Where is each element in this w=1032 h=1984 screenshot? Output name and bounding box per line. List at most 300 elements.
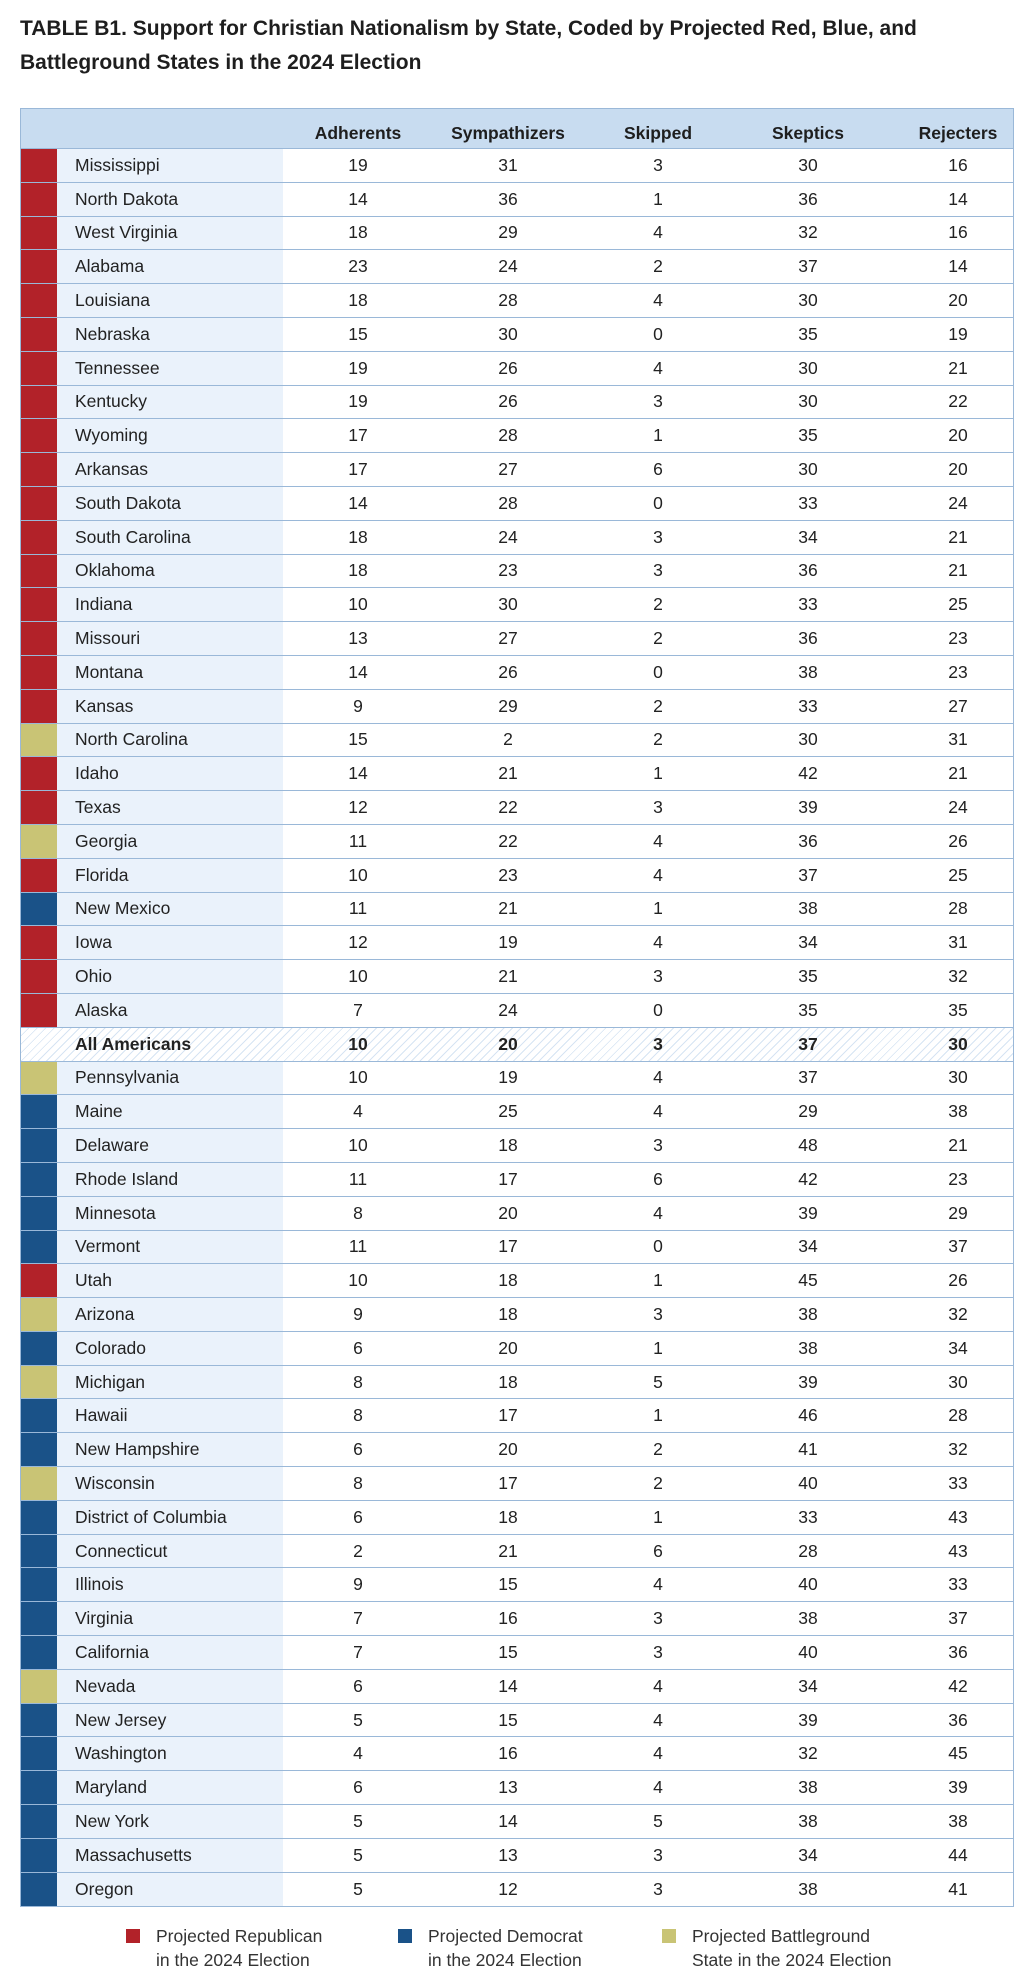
state-name: Nebraska <box>57 318 283 351</box>
party-swatch-icon <box>21 1163 57 1196</box>
table-cell: 5 <box>353 1879 363 1900</box>
table-cell: 39 <box>798 797 818 818</box>
table-cell: 28 <box>498 290 518 311</box>
table-row <box>21 1873 1013 1907</box>
table-cell: 37 <box>798 1067 818 1088</box>
state-name: Ohio <box>57 960 283 993</box>
table-cell: 29 <box>498 695 518 716</box>
table-cell: 22 <box>498 830 518 851</box>
table-cell: 27 <box>498 459 518 480</box>
table-body <box>21 149 1013 1906</box>
state-name: South Dakota <box>57 487 283 520</box>
party-swatch-icon <box>21 1737 57 1770</box>
table-cell: 39 <box>948 1777 968 1798</box>
table-cell: 1 <box>653 188 663 209</box>
table-cell: 1 <box>653 1337 663 1358</box>
party-swatch-icon <box>21 1467 57 1500</box>
state-name: Kansas <box>57 690 283 723</box>
state-name: Oregon <box>57 1873 283 1907</box>
table-cell: 4 <box>653 1777 663 1798</box>
state-name: Arizona <box>57 1298 283 1331</box>
table-cell: 27 <box>948 695 968 716</box>
table-cell: 18 <box>498 1303 518 1324</box>
table-cell: 34 <box>798 1675 818 1696</box>
party-swatch-icon <box>21 1231 57 1264</box>
table-cell: 5 <box>353 1844 363 1865</box>
party-swatch-icon <box>21 1771 57 1804</box>
table-cell: 43 <box>948 1540 968 1561</box>
table-cell: 15 <box>348 323 368 344</box>
party-swatch-icon <box>21 656 57 689</box>
table-cell: 38 <box>798 898 818 919</box>
table-cell: 25 <box>948 864 968 885</box>
legend-item-democrat <box>398 1924 583 1972</box>
state-name: Alabama <box>57 250 283 283</box>
table-row <box>21 1264 1013 1298</box>
party-swatch-icon <box>21 1062 57 1095</box>
table-cell: 1 <box>653 763 663 784</box>
table-cell: 24 <box>948 797 968 818</box>
table-cell: 35 <box>798 425 818 446</box>
table-cell: 26 <box>498 391 518 412</box>
party-swatch-icon <box>21 1399 57 1432</box>
table-row <box>21 183 1013 217</box>
table-row <box>21 825 1013 859</box>
table-cell: 38 <box>948 1101 968 1122</box>
table-cell: 24 <box>498 526 518 547</box>
table-cell: 28 <box>948 898 968 919</box>
party-swatch-icon <box>21 1805 57 1838</box>
table-cell: 4 <box>653 357 663 378</box>
state-name: Rhode Island <box>57 1163 283 1196</box>
party-swatch-icon <box>21 386 57 419</box>
table-cell: 21 <box>498 966 518 987</box>
table-cell: 14 <box>348 188 368 209</box>
table-row <box>21 1433 1013 1467</box>
table-cell: 37 <box>948 1608 968 1629</box>
table-cell: 37 <box>798 1033 818 1054</box>
state-name: Alaska <box>57 994 283 1027</box>
table-cell: 23 <box>948 661 968 682</box>
table-cell: 24 <box>948 492 968 513</box>
table-cell: 3 <box>653 1608 663 1629</box>
party-swatch-icon <box>21 1366 57 1399</box>
table-cell: 3 <box>653 1135 663 1155</box>
table-title: TABLE B1. Support for Christian Nationalism by State, Coded by Projected Red, Blue, and Battleground States in the 2024 Election <box>20 17 917 74</box>
legend-label <box>156 1924 322 1972</box>
table-cell: 4 <box>653 1202 663 1223</box>
party-swatch-icon <box>21 149 57 182</box>
table-cell: 32 <box>798 1743 818 1764</box>
state-name: Illinois <box>57 1568 283 1601</box>
table-cell: 19 <box>348 357 368 378</box>
table-cell: 11 <box>348 1168 368 1189</box>
table-row <box>21 1737 1013 1771</box>
table-cell: 32 <box>948 966 968 987</box>
table-cell: 30 <box>798 391 818 412</box>
legend <box>0 1924 1032 1974</box>
party-swatch-icon <box>21 555 57 588</box>
party-swatch-icon <box>21 487 57 520</box>
state-name: North Dakota <box>57 183 283 216</box>
table-cell: 38 <box>798 1303 818 1324</box>
table-row <box>21 1771 1013 1805</box>
table-cell: 37 <box>798 864 818 885</box>
state-name: Tennessee <box>57 352 283 385</box>
table-cell: 35 <box>798 999 818 1020</box>
table-cell: 4 <box>653 864 663 885</box>
column-header: Sympathizers <box>451 123 565 143</box>
table-cell: 28 <box>498 425 518 446</box>
state-name: District of Columbia <box>57 1501 283 1534</box>
party-swatch-icon <box>21 1873 57 1907</box>
table-cell: 19 <box>348 391 368 412</box>
table-cell: 9 <box>353 1303 363 1324</box>
party-swatch-icon <box>21 419 57 452</box>
table-cell: 48 <box>798 1135 818 1155</box>
table-cell: 39 <box>798 1371 818 1392</box>
table-cell: 3 <box>653 1303 663 1324</box>
table-cell: 18 <box>348 526 368 547</box>
table-cell: 23 <box>498 864 518 885</box>
party-swatch-icon <box>21 1602 57 1635</box>
table-cell: 33 <box>948 1574 968 1595</box>
table-cell: 32 <box>798 222 818 243</box>
party-swatch-icon <box>21 217 57 250</box>
party-swatch-icon <box>21 1636 57 1669</box>
state-name: New Jersey <box>57 1704 283 1737</box>
battleground-swatch-icon <box>662 1929 676 1943</box>
legend-label <box>428 1924 583 1972</box>
table-cell: 4 <box>653 830 663 851</box>
legend-label-line: Projected Battleground <box>692 1926 871 1946</box>
table-cell: 25 <box>948 594 968 615</box>
table-cell: 31 <box>498 154 518 175</box>
table-cell: 0 <box>653 492 663 513</box>
table-row <box>21 555 1013 589</box>
table-cell: 30 <box>798 459 818 480</box>
state-name: Colorado <box>57 1332 283 1365</box>
table-cell: 18 <box>348 560 368 581</box>
state-name: All Americans <box>75 1033 192 1054</box>
table-cell: 21 <box>948 763 968 784</box>
table-cell: 15 <box>498 1641 518 1662</box>
table-row <box>21 284 1013 318</box>
table-row <box>21 859 1013 893</box>
table-cell: 20 <box>498 1439 518 1460</box>
table-row <box>21 1805 1013 1839</box>
state-name: West Virginia <box>57 217 283 250</box>
table-row <box>21 1636 1013 1670</box>
table-cell: 21 <box>948 560 968 581</box>
table-cell: 7 <box>353 999 363 1020</box>
table-row <box>21 149 1013 183</box>
table-row <box>21 1568 1013 1602</box>
table-cell: 34 <box>798 1844 818 1865</box>
legend-item-battleground <box>662 1924 891 1972</box>
party-swatch-icon <box>21 1568 57 1601</box>
party-swatch-icon <box>21 1839 57 1872</box>
column-header: Skipped <box>623 123 693 143</box>
table-cell: 2 <box>353 1540 363 1561</box>
data-table <box>20 108 1014 1907</box>
table-cell: 2 <box>653 594 663 615</box>
table-cell: 16 <box>948 222 968 243</box>
state-name: Pennsylvania <box>57 1062 283 1095</box>
table-cell: 5 <box>353 1810 363 1831</box>
table-cell: 22 <box>498 797 518 818</box>
table-row <box>21 1535 1013 1569</box>
table-cell: 38 <box>798 1337 818 1358</box>
table-row <box>21 419 1013 453</box>
table-cell: 36 <box>798 830 818 851</box>
table-row <box>21 1670 1013 1704</box>
democrat-swatch-icon <box>398 1929 412 1943</box>
table-cell: 2 <box>653 1472 663 1493</box>
table-cell: 14 <box>498 1675 518 1696</box>
table-cell: 26 <box>948 830 968 851</box>
state-name: Connecticut <box>57 1535 283 1568</box>
party-swatch-icon <box>21 318 57 351</box>
table-cell: 15 <box>498 1709 518 1730</box>
table-row <box>21 656 1013 690</box>
table-cell: 7 <box>353 1641 363 1662</box>
state-name: Wyoming <box>57 419 283 452</box>
table-cell: 16 <box>498 1743 518 1764</box>
table-cell: 33 <box>798 1506 818 1527</box>
table-row <box>21 386 1013 420</box>
state-name: Arkansas <box>57 453 283 486</box>
table-row <box>21 217 1013 251</box>
legend-item-republican <box>126 1924 322 1972</box>
table-row-total <box>21 1028 1013 1062</box>
party-swatch-icon <box>21 1197 57 1230</box>
table-row <box>21 453 1013 487</box>
table-row <box>21 960 1013 994</box>
table-cell: 20 <box>498 1202 518 1223</box>
party-swatch-icon <box>21 825 57 858</box>
table-cell: 17 <box>498 1236 518 1257</box>
table-cell: 38 <box>798 1810 818 1831</box>
party-swatch-icon <box>21 1535 57 1568</box>
table-cell: 11 <box>348 898 368 919</box>
table-cell: 40 <box>798 1574 818 1595</box>
table-cell: 17 <box>348 425 368 446</box>
table-cell: 42 <box>798 1168 818 1189</box>
table-cell: 19 <box>498 1067 518 1088</box>
table-cell: 2 <box>653 256 663 277</box>
table-row <box>21 1839 1013 1873</box>
table-row <box>21 521 1013 555</box>
party-swatch-icon <box>21 926 57 959</box>
party-swatch-icon <box>21 284 57 317</box>
table-cell: 0 <box>653 999 663 1020</box>
table-cell: 3 <box>653 1641 663 1662</box>
table-cell: 18 <box>498 1371 518 1392</box>
table-cell: 8 <box>353 1371 363 1392</box>
header-spacer <box>21 109 57 148</box>
table-cell: 12 <box>498 1879 518 1900</box>
table-cell: 15 <box>498 1574 518 1595</box>
state-name: New Hampshire <box>57 1433 283 1466</box>
party-swatch-icon <box>21 622 57 655</box>
state-name: North Carolina <box>57 724 283 757</box>
table-row <box>21 791 1013 825</box>
table-cell: 20 <box>498 1337 518 1358</box>
table-cell: 2 <box>653 695 663 716</box>
table-cell: 1 <box>653 898 663 919</box>
table-cell: 14 <box>498 1810 518 1831</box>
table-cell: 28 <box>498 492 518 513</box>
table-cell: 45 <box>948 1743 968 1764</box>
legend-label-line: Projected Democrat <box>428 1926 583 1946</box>
party-swatch-icon <box>21 893 57 926</box>
header-state-spacer <box>57 109 283 148</box>
party-swatch-icon <box>21 183 57 216</box>
state-name: South Carolina <box>57 521 283 554</box>
legend-label-line: in the 2024 Election <box>156 1950 310 1970</box>
table-cell: 42 <box>798 763 818 784</box>
table-cell: 30 <box>798 357 818 378</box>
table-cell: 0 <box>653 661 663 682</box>
state-name: Iowa <box>57 926 283 959</box>
party-swatch-icon <box>21 1095 57 1128</box>
table-cell: 8 <box>353 1202 363 1223</box>
state-name: New York <box>57 1805 283 1838</box>
state-name: Hawaii <box>57 1399 283 1432</box>
table-cell: 38 <box>948 1810 968 1831</box>
table-cell: 3 <box>653 797 663 818</box>
table-cell: 17 <box>498 1472 518 1493</box>
table-cell: 2 <box>653 628 663 649</box>
table-cell: 18 <box>498 1135 518 1155</box>
table-cell: 20 <box>948 459 968 480</box>
table-cell: 13 <box>348 628 368 649</box>
table-cell: 38 <box>798 1608 818 1629</box>
table-cell: 38 <box>798 1777 818 1798</box>
table-row <box>21 487 1013 521</box>
party-swatch-icon <box>21 1670 57 1703</box>
table-cell: 5 <box>353 1709 363 1730</box>
table-cell: 39 <box>798 1202 818 1223</box>
state-name: Indiana <box>57 588 283 621</box>
state-name: Massachusetts <box>57 1839 283 1872</box>
table-row <box>21 588 1013 622</box>
table-cell: 42 <box>948 1675 968 1696</box>
table-row <box>21 1197 1013 1231</box>
table-cell: 0 <box>653 1236 663 1257</box>
state-name: Utah <box>57 1264 283 1297</box>
table-cell: 17 <box>348 459 368 480</box>
table-cell: 18 <box>498 1506 518 1527</box>
table-cell: 4 <box>653 1574 663 1595</box>
table-cell: 4 <box>653 1675 663 1696</box>
table-cell: 30 <box>948 1371 968 1392</box>
table-cell: 2 <box>503 729 513 750</box>
table-cell: 19 <box>948 323 968 344</box>
state-name: Washington <box>57 1737 283 1770</box>
table-row <box>21 757 1013 791</box>
table-cell: 3 <box>653 966 663 987</box>
table-row <box>21 724 1013 758</box>
table-cell: 19 <box>498 932 518 953</box>
table-cell: 10 <box>348 1033 368 1054</box>
table-cell: 24 <box>498 999 518 1020</box>
table-cell: 3 <box>653 1879 663 1900</box>
state-name: Nevada <box>57 1670 283 1703</box>
table-cell: 31 <box>948 729 968 750</box>
table-cell: 36 <box>798 560 818 581</box>
table-cell: 3 <box>653 154 663 175</box>
table-cell: 38 <box>798 1879 818 1900</box>
table-cell: 8 <box>353 1472 363 1493</box>
table-cell: 21 <box>948 357 968 378</box>
table-row <box>21 893 1013 927</box>
table-cell: 29 <box>798 1101 818 1122</box>
party-swatch-icon <box>21 1501 57 1534</box>
table-cell: 23 <box>348 256 368 277</box>
state-name: Vermont <box>57 1231 283 1264</box>
table-cell: 30 <box>798 154 818 175</box>
state-name: Florida <box>57 859 283 892</box>
state-name: Minnesota <box>57 1197 283 1230</box>
table-cell: 37 <box>798 256 818 277</box>
table-row <box>21 352 1013 386</box>
table-cell: 4 <box>353 1743 363 1764</box>
table-cell: 46 <box>798 1405 818 1426</box>
party-swatch-icon <box>21 453 57 486</box>
state-name: Michigan <box>57 1366 283 1399</box>
table-cell: 13 <box>498 1844 518 1865</box>
table-cell: 2 <box>653 1439 663 1460</box>
party-swatch-icon <box>21 994 57 1027</box>
table-row <box>21 1704 1013 1738</box>
column-header: Skeptics <box>772 123 844 143</box>
table-cell: 33 <box>798 492 818 513</box>
table-cell: 6 <box>653 1540 663 1561</box>
table-cell: 4 <box>353 1101 363 1122</box>
table-cell: 36 <box>948 1709 968 1730</box>
table-cell: 41 <box>798 1439 818 1460</box>
table-cell: 14 <box>348 763 368 784</box>
table-cell: 26 <box>498 661 518 682</box>
table-cell: 36 <box>798 628 818 649</box>
table-cell: 10 <box>348 864 368 885</box>
party-swatch-icon <box>21 1298 57 1331</box>
state-name: Kentucky <box>57 386 283 419</box>
party-swatch-icon <box>21 960 57 993</box>
table-cell: 4 <box>653 932 663 953</box>
party-swatch-icon <box>21 859 57 892</box>
table-row <box>21 1129 1013 1163</box>
table-cell: 18 <box>498 1270 518 1291</box>
table-cell: 21 <box>948 1135 968 1155</box>
table-cell: 17 <box>498 1405 518 1426</box>
table-cell: 20 <box>498 1033 518 1054</box>
table-cell: 10 <box>348 1067 368 1088</box>
state-name: Delaware <box>57 1129 283 1162</box>
table-row <box>21 1095 1013 1129</box>
table-cell: 1 <box>653 1506 663 1527</box>
state-name: New Mexico <box>57 893 283 926</box>
table-cell: 36 <box>798 188 818 209</box>
party-swatch-icon <box>21 690 57 723</box>
table-cell: 30 <box>948 1067 968 1088</box>
table-cell: 23 <box>498 560 518 581</box>
table-cell: 16 <box>498 1608 518 1629</box>
table-cell: 33 <box>948 1472 968 1493</box>
table-cell: 21 <box>498 1540 518 1561</box>
